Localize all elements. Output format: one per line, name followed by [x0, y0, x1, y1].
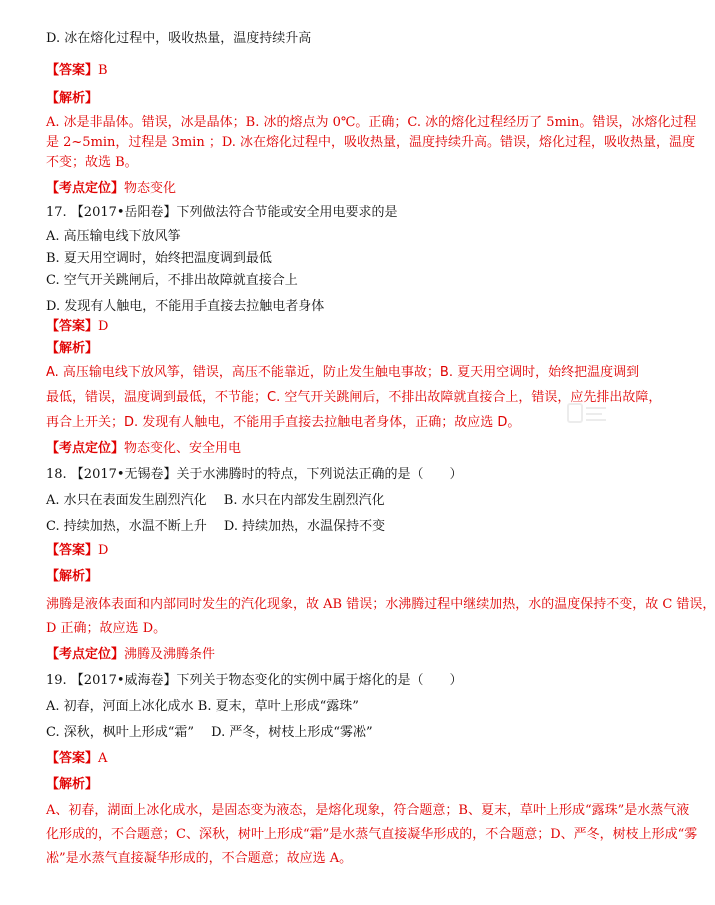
- answer-label: 【答案】: [46, 63, 99, 78]
- q19-options-row-1: A. 初春，河面上冰化成水 B. 夏末，草叶上形成“露珠”: [46, 699, 359, 714]
- q18-options-row-2: C. 持续加热，水温不断上升 D. 持续加热，水温保持不变: [46, 519, 386, 534]
- q19-answer: [46, 750, 107, 768]
- q19-analysis-line-2: 化形成的，不合题意；C、深秋，树叶上形成“霜”是水蒸气直接凝华形成的，不合题意；D、严冬，树枝上形成“雾: [46, 827, 698, 842]
- answer-value: B: [98, 63, 108, 78]
- q17-analysis-line-3: 再合上开关；D. 发现有人触电，不能用手直接去拉触电者身体，正确；故应选 D。: [46, 415, 521, 430]
- q18-kaodian: [46, 646, 215, 664]
- q17-option-c: C. 空气开关跳闸后，不排出故障就直接合上: [46, 273, 298, 288]
- q16-answer: [46, 62, 108, 80]
- q18-stem: 18. 【2017•无锡卷】关于水沸腾时的特点，下列说法正确的是（ ）: [46, 467, 463, 482]
- answer-label: 【答案】: [46, 543, 99, 558]
- kaodian-label: 【考点定位】: [46, 181, 125, 196]
- q18-options-row-1: A. 水只在表面发生剧烈汽化 B. 水只在内部发生剧烈汽化: [46, 493, 385, 508]
- q17-option-b: B. 夏天用空调时，始终把温度调到最低: [46, 251, 272, 266]
- q19-analysis-label: 【解析】: [46, 777, 99, 792]
- q19-stem: 19. 【2017•威海卷】下列关于物态变化的实例中属于熔化的是（ ）: [46, 673, 463, 688]
- q18-answer: [46, 542, 108, 560]
- q17-stem: 17. 【2017•岳阳卷】下列做法符合节能或安全用电要求的是: [46, 205, 398, 220]
- kaodian-value: 沸腾及沸腾条件: [124, 647, 216, 662]
- q16-analysis-label: 【解析】: [46, 91, 99, 106]
- q17-kaodian: [46, 440, 241, 458]
- q17-option-a: A. 高压输电线下放风筝: [46, 229, 181, 244]
- q16-analysis-line-2: 是 2~5min，过程是 3min ；D. 冰在熔化过程中，吸收热量，温度持续升高。错误，熔化过程，吸收热量，温度: [46, 135, 696, 150]
- answer-value: D: [98, 543, 109, 558]
- q16-kaodian: [46, 180, 176, 198]
- q19-analysis-line-1: A、初春，湖面上冰化成水，是固态变为液态，是熔化现象，符合题意；B、夏末，草叶上形成“露珠”是水蒸气液: [46, 803, 690, 818]
- answer-value: D: [98, 319, 109, 334]
- q17-analysis-line-1: A. 高压输电线下放风筝，错误，高压不能靠近，防止发生触电事故；B. 夏天用空调时，始终把温度调到: [46, 365, 640, 380]
- answer-label: 【答案】: [46, 751, 99, 766]
- q18-analysis-line-1: 沸腾是液体表面和内部同时发生的汽化现象，故 AB 错误；水沸腾过程中继续加热，水的温度保持不变，故 C 错误，: [46, 597, 715, 612]
- kaodian-value: 物态变化、安全用电: [124, 441, 242, 456]
- q18-analysis-line-2: D 正确；故应选 D。: [46, 621, 167, 636]
- q17-option-d: D. 发现有人触电，不能用手直接去拉触电者身体: [46, 299, 325, 314]
- q17-answer: [46, 318, 108, 336]
- q16-analysis-line-1: A. 冰是非晶体。错误，冰是晶体；B. 冰的熔点为 0℃。正确；C. 冰的熔化过程经历了 5min。错误，冰熔化过程: [46, 115, 697, 130]
- kaodian-label: 【考点定位】: [46, 647, 125, 662]
- q16-analysis-line-3: 不变；故选 B。: [46, 155, 138, 170]
- q17-analysis-line-2: 最低，错误，温度调到最低，不节能；C. 空气开关跳闸后，不排出故障就直接合上，错误，应先排出故障，: [46, 390, 662, 405]
- q19-analysis-line-3: 凇”是水蒸气直接凝华形成的，不合题意；故应选 A。: [46, 851, 353, 866]
- answer-value: A: [98, 751, 108, 766]
- q19-options-row-2: C. 深秋，枫叶上形成“霜” D. 严冬，树枝上形成“雾凇”: [46, 725, 373, 740]
- kaodian-value: 物态变化: [124, 181, 177, 196]
- q16-option-d: D. 冰在熔化过程中，吸收热量，温度持续升高: [46, 31, 312, 46]
- answer-label: 【答案】: [46, 319, 99, 334]
- kaodian-label: 【考点定位】: [46, 441, 125, 456]
- watermark-icon: [566, 400, 610, 428]
- q18-analysis-label: 【解析】: [46, 569, 99, 584]
- q17-analysis-label: 【解析】: [46, 341, 99, 356]
